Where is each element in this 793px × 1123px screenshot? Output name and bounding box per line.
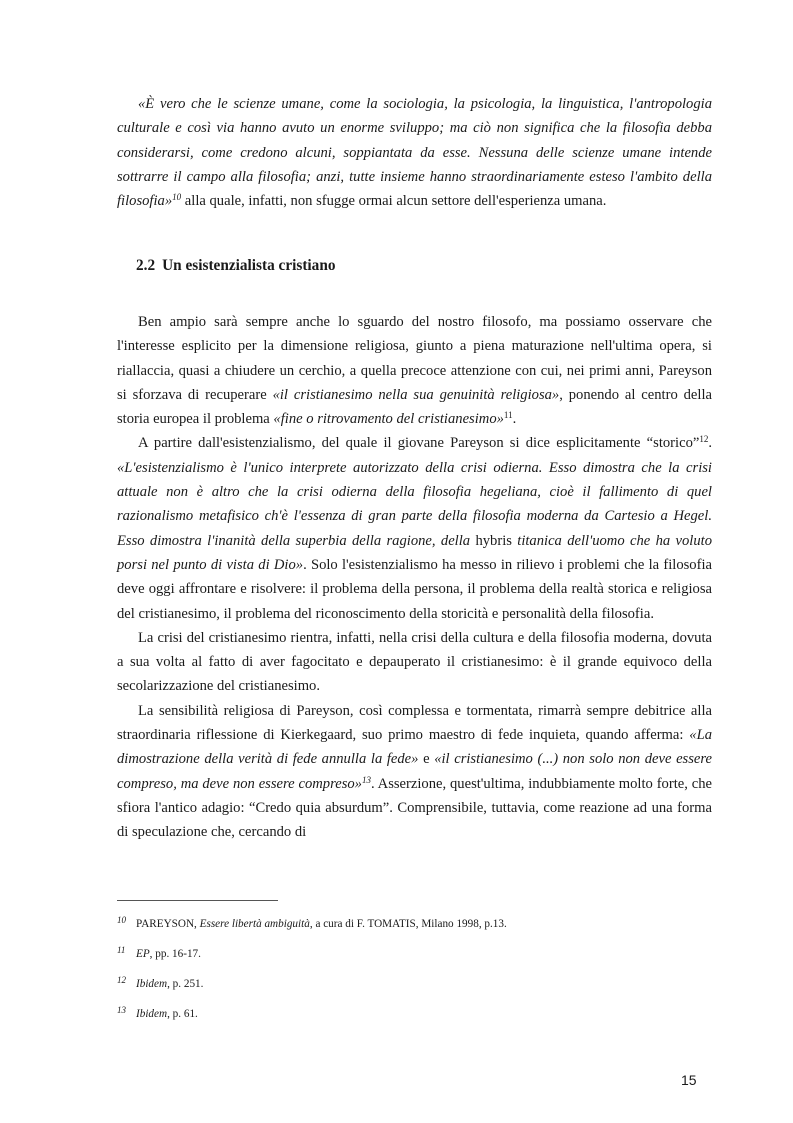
footnote-rest: , pp. 16-17. [149,948,201,960]
footnote-title: Essere libertà ambiguità [199,918,310,930]
paragraph-1-end: . [512,411,517,428]
footnote-title: Ibidem [136,978,168,990]
paragraph-1 [117,310,712,431]
footnote-title: Ibidem [136,1008,168,1020]
page-number: 15 [681,1072,697,1088]
footnote-rest: , a cura di F. TOMATIS, Milano 1998, p.13. [309,918,507,930]
footnote-rest: , p. 61. [167,1008,198,1020]
footnote-title: EP [136,948,150,960]
footnote-rest: , p. 251. [167,978,204,990]
body-text [117,310,712,845]
footnote-separator [117,900,278,901]
paragraph-4 [117,699,712,845]
quote-paragraph [117,92,712,213]
paragraph-4-quote: «La dimostrazione della verità di fede annulla la fede» [117,727,712,768]
paragraph-1-text: Ben ampio sarà sempre anche lo sguardo del nostro filosofo, ma possiamo osservare che l'interesse esplicito per la dimensione religiosa, giunto a piena maturazione nell'ultima opera, si riallaccia, quasi a chiudere un cerchio, a quella precoce attenzione con cui, nei primi anni, Pareyson si sforzava di recuperare [117,314,712,403]
paragraph-2-quote: «L'esistenzialismo è l'unico interprete autorizzato della crisi odierna. Esso dimostra che la crisi attuale non è altro che la crisi odierna della filosofia hegeliana, cioè il fallimento di quel razionalismo metafisico ch'è l'essenza di gran parte della filosofia moderna da Cartesio a Hegel. Esso dimostra l'inanità della superbia della ragione, della [117,459,712,549]
paragraph-4-conj: e [418,751,435,768]
footnote-author: PAREYSON, [136,918,200,930]
paragraph-4-text: La sensibilità religiosa di Pareyson, così complessa e tormentata, rimarrà sempre debitrice alla straordinaria riflessione di Kierkegaard, suo primo maestro di fede inquieta, quando afferma: [117,702,712,744]
footnote-mark: 12 [117,975,126,985]
paragraph-1-text-2: , ponendo al centro della storia europea il problema [117,386,712,428]
footnote-13 [117,1003,198,1022]
section-title: Un esistenzialista cristiano [162,257,336,274]
footnote-ref-13[interactable]: 13 [361,774,371,785]
footnote-10 [117,913,507,932]
footnote-12 [117,973,203,992]
footnote-11 [117,943,201,962]
paragraph-4-text-2: . Asserzione, quest'ultima, indubbiamente molto forte, che sfiora l'antico adagio: “Credo quia absurdum”. Comprensibile, tuttavia, come reazione ad una forma di speculazione che, cercando di [117,775,712,841]
footnote-mark: 11 [117,945,126,955]
footnote-mark: 10 [117,915,126,925]
section-heading [136,257,335,275]
paragraph-4-quote-2: «il cristianesimo (...) non solo non deve essere compreso, ma deve non essere compreso» [117,751,712,792]
paragraph-3: La crisi del cristianesimo rientra, infatti, nella crisi della cultura e della filosofia moderna, dovuta a sua volta al fatto di aver fagocitato e depauperato il cristianesimo: è il grande equivoco della secolarizzazione del cristianesimo. [117,629,712,695]
footnote-ref-10[interactable]: 10 [172,192,182,203]
footnote-mark: 13 [117,1005,126,1015]
paragraph-1-quote: «il cristianesimo nella sua genuinità religiosa» [272,386,560,403]
paragraph-2 [117,431,712,625]
paragraph-2-hybris: hybris [475,532,512,549]
footnote-ref-11[interactable]: 11 [503,410,513,421]
section-number: 2.2 [136,257,156,274]
paragraph-1-quote-2: «fine o ritrovamento del cristianesimo» [273,411,504,428]
quote-text: «È vero che le scienze umane, come la sociologia, la psicologia, la linguistica, l'antropologia culturale e così via hanno avuto un enorme sviluppo; ma ciò non significa che la filosofia debba considerarsi, come credono alcuni, soppiantata da esse. Nessuna delle scienze umane intende sottrarre il campo alla filosofia; anzi, tutte insieme hanno straordinariamente esteso l'ambito della filosofia» [117,96,712,210]
paragraph-2-punct: . [708,435,712,452]
paragraph-2-quote-2: titanica dell'uomo che ha voluto porsi nel punto di vista di Dio» [117,532,712,573]
paragraph-2-text: A partire dall'esistenzialismo, del quale il giovane Pareyson si dice esplicitamente “storico” [138,435,700,452]
quote-continuation: alla quale, infatti, non sfugge ormai alcun settore dell'esperienza umana. [181,193,607,210]
paragraph-2-text-2: . Solo l'esistenzialismo ha messo in rilievo i problemi che la filosofia deve oggi affrontare e risolvere: il problema della persona, il problema della realtà storica e religiosa del cristianesimo, il problema del riconoscimento della storicità e personalità della filosofia. [117,556,712,622]
footnote-ref-12[interactable]: 12 [699,434,709,445]
